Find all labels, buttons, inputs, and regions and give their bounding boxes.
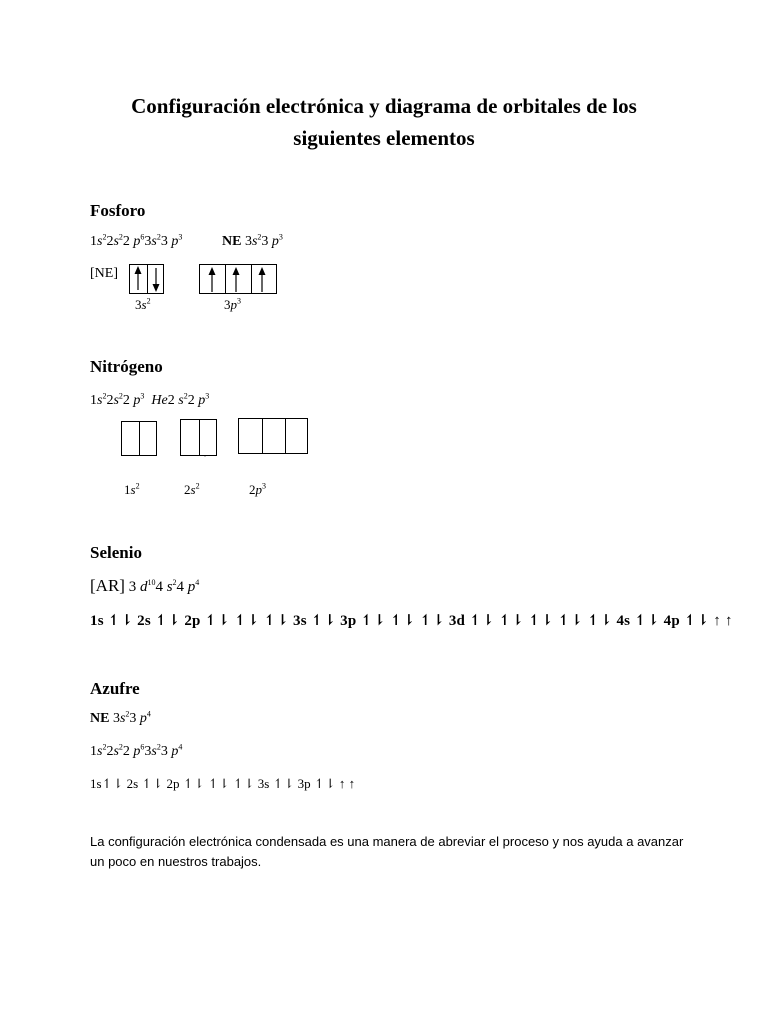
nitrogeno-config-full: $1s^22s^22$ $p^3$ He2 $s^22$ $p^3$ [90, 391, 210, 408]
fosforo-ne-config: NE $3s^23$ $p^3$ [222, 232, 283, 249]
conclusion-paragraph: La configuración electrónica condensada es una manera de abreviar el proceso y nos ayuda a avanzar un poco en nuestros trabajos. [90, 834, 684, 869]
selenio-config: [AR] 3 $d^{10}4$ $s^24$ $p^4$ [90, 576, 200, 595]
arrow-up-icon [259, 267, 266, 292]
azufre-heading: Azufre [90, 679, 140, 698]
fosforo-config-full: $1s^22s^22$ $p^63s^23$ $p^3$ [90, 232, 183, 249]
title-line-2: siguientes elementos [293, 126, 475, 150]
azufre-ne-config: NE $3s^23$ $p^4$ [90, 709, 151, 726]
fosforo-heading: Fosforo [90, 201, 146, 220]
nitrogeno-1s-orbital-box [121, 421, 157, 456]
nitrogeno-2s-orbital-box [180, 419, 217, 456]
fosforo-3s-label: $3s^2$ [135, 296, 151, 312]
nitrogeno-heading: Nitrógeno [90, 357, 163, 376]
arrow-up-icon [209, 267, 216, 292]
nitrogeno-2p-label: $2p^3$ [249, 481, 266, 497]
azufre-config-full: $1s^22s^22$ $p^63s^23$ $p^4$ [90, 742, 183, 759]
azufre-orbital-line: 1s↿⇂ 2s ↿⇂ 2p ↿⇂ ↿⇂ ↿⇂ 3s ↿⇂ 3p ↿⇂ ↑ ↑ [90, 776, 356, 791]
fosforo-core-label: [NE] [90, 266, 118, 281]
arrow-up-icon [135, 266, 142, 290]
selenio-orbital-line: 1s ↿⇂ 2s ↿⇂ 2p ↿⇂ ↿⇂ ↿⇂ 3s ↿⇂ 3p ↿⇂ ↿⇂ ↿⇂ 3d ↿⇂ ↿⇂ ↿⇂ ↿⇂ ↿⇂ 4s ↿⇂ 4p ↿⇂ ↑ ↑ [90, 613, 733, 629]
title-line-1: Configuración electrónica y diagrama de orbitales de los [131, 94, 637, 118]
nitrogeno-2p-orbital-box [238, 418, 308, 454]
nitrogeno-2s-label: $2s^2$ [184, 481, 200, 497]
selenio-heading: Selenio [90, 543, 142, 562]
arrow-down-icon [153, 268, 160, 292]
arrow-up-icon [233, 267, 240, 292]
nitrogeno-1s-label: $1s^2$ [124, 481, 140, 497]
fosforo-3p-label: $3p^3$ [224, 296, 241, 312]
